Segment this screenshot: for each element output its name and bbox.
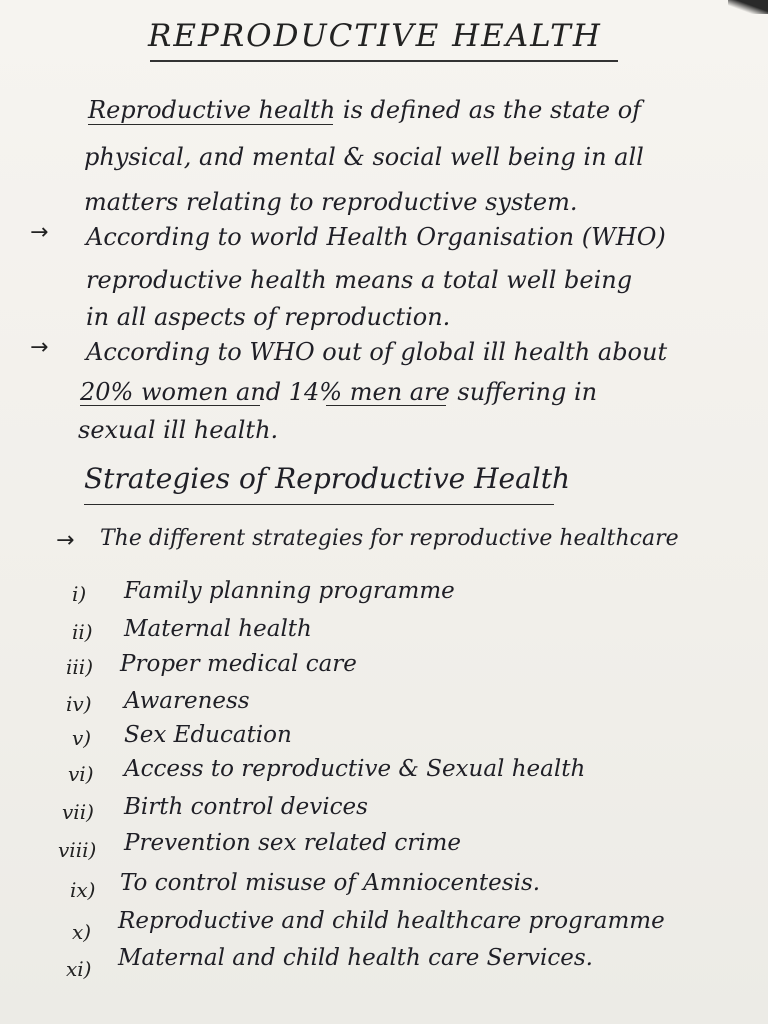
page-title: REPRODUCTIVE HEALTH (148, 18, 602, 54)
list-item-text: Reproductive and child healthcare programme (118, 908, 665, 934)
list-item-text: Access to reproductive & Sexual health (124, 756, 586, 782)
bullet-arrow-icon: → (56, 528, 75, 553)
strategies-heading-underline (84, 504, 554, 505)
point-1-line-2: reproductive health means a total well being (86, 266, 633, 294)
list-item-text: Prevention sex related crime (124, 830, 461, 856)
definition-line-2: physical, and mental & social well being in all (84, 143, 644, 171)
strategies-heading: Strategies of Reproductive Health (84, 462, 571, 495)
list-item-number: ix) (70, 878, 96, 902)
list-item-text: Birth control devices (124, 794, 368, 820)
list-item-number: iii) (66, 655, 93, 679)
bullet-arrow-icon: → (30, 335, 49, 360)
point-2-line-3: sexual ill health. (78, 416, 279, 444)
list-item-number: xi) (66, 957, 92, 981)
point-1-line-3: in all aspects of reproduction. (86, 303, 451, 331)
list-item-text: Family planning programme (124, 578, 455, 604)
point-2-line-1: According to WHO out of global ill health about (86, 338, 668, 366)
list-item-text: Awareness (124, 688, 250, 714)
men-stat-underline (326, 405, 446, 406)
strategies-intro: The different strategies for reproductive healthcare (100, 526, 679, 551)
list-item-number: i) (72, 582, 87, 606)
page-corner-shadow (728, 0, 768, 14)
list-item-number: vi) (68, 762, 94, 786)
list-item-number: v) (72, 726, 92, 750)
title-underline (150, 60, 618, 62)
list-item-number: x) (72, 920, 92, 944)
list-item-text: Sex Education (124, 722, 292, 748)
list-item-number: viii) (58, 838, 97, 862)
point-1-line-1: According to world Health Organisation (WHO) (86, 223, 666, 251)
list-item-number: vii) (62, 800, 94, 824)
definition-line-3: matters relating to reproductive system. (84, 188, 578, 216)
list-item-text: Proper medical care (120, 651, 357, 677)
term-underline (88, 124, 333, 125)
list-item-number: ii) (72, 620, 93, 644)
definition-line-1: Reproductive health is defined as the state of (88, 96, 642, 124)
list-item-text: To control misuse of Amniocentesis. (120, 870, 541, 896)
bullet-arrow-icon: → (30, 220, 49, 245)
list-item-number: iv) (66, 692, 92, 716)
list-item-text: Maternal and child health care Services. (118, 945, 593, 971)
list-item-text: Maternal health (124, 616, 312, 642)
point-2-line-2: 20% women and 14% men are suffering in (80, 378, 598, 406)
women-stat-underline (80, 405, 260, 406)
